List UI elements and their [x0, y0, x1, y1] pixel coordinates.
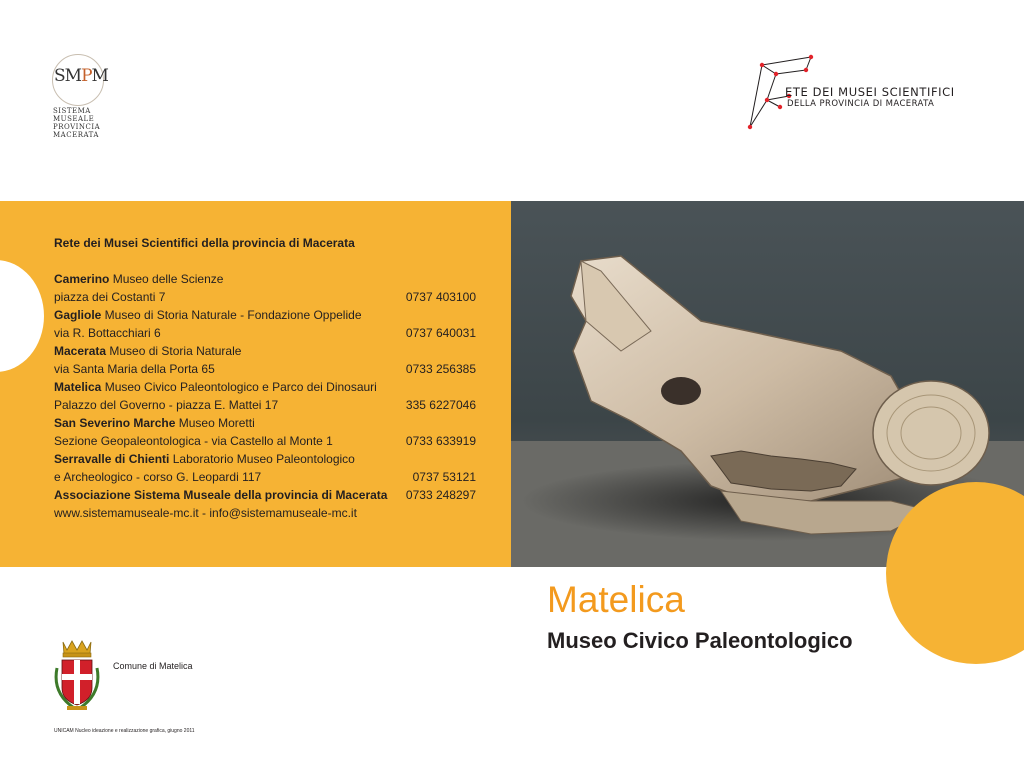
museum-entry-phone: 0733 248297 — [405, 488, 476, 502]
museum-entry-phone: 0737 640031 — [405, 326, 476, 340]
museum-entry-name: Camerino — [54, 272, 110, 286]
museum-entry-detail: piazza dei Costanti 7 — [54, 290, 166, 304]
museum-entry-detail: Museo Civico Paleontologico e Parco dei Dinosauri — [101, 380, 377, 394]
museum-entry-text — [54, 324, 161, 342]
museum-entry-row — [54, 342, 476, 360]
museum-entry-text — [54, 486, 387, 504]
rete-musei-logo — [745, 52, 985, 132]
page-subtitle: Museo Civico Paleontologico — [547, 628, 853, 653]
decorative-circle — [0, 260, 44, 372]
museum-entry-row — [54, 324, 476, 342]
museum-entry-row — [54, 396, 476, 414]
museum-entry-row — [54, 432, 476, 450]
museum-entry-detail: via R. Bottacchiari 6 — [54, 326, 161, 340]
museum-entry-detail: Palazzo del Governo - piazza E. Mattei 17 — [54, 398, 279, 412]
museum-entry-detail: via Santa Maria della Porta 65 — [54, 362, 215, 376]
museum-entry-name: San Severino Marche — [54, 416, 176, 430]
museum-entry-phone: 0733 256385 — [405, 362, 476, 376]
museum-entry-row — [54, 360, 476, 378]
museum-entry-text — [54, 504, 357, 522]
rete-logo-title: ETE DEI MUSEI SCIENTIFICI — [785, 85, 955, 99]
museum-entry-text — [54, 396, 278, 414]
museum-entry-text — [54, 414, 255, 432]
museum-entry-name: Serravalle di Chienti — [54, 452, 170, 466]
museum-entry-text — [54, 342, 241, 360]
museum-entry-detail: Museo Moretti — [175, 416, 255, 430]
comune-label: Comune di Matelica — [113, 661, 193, 671]
museum-entry-row — [54, 270, 476, 288]
page-title: Matelica — [547, 579, 685, 620]
museum-entry-text — [54, 270, 223, 288]
rete-logo-subtitle: DELLA PROVINCIA DI MACERATA — [787, 99, 935, 109]
museum-entry-row — [54, 378, 476, 396]
museum-entry-name: Matelica — [54, 380, 102, 394]
museum-entry-detail: Sezione Geopaleontologica - via Castello al Monte 1 — [54, 434, 333, 448]
credit-line: UNICAM Nucleo ideazione e realizzazione grafica, giugno 2011 — [54, 728, 195, 734]
museum-entry-detail: e Archeologico - corso G. Leopardi 117 — [54, 470, 262, 484]
museum-entry-text — [54, 450, 355, 468]
museum-entry-phone: 0737 403100 — [405, 290, 476, 304]
museum-entry-detail: Museo di Storia Naturale - Fondazione Oppelide — [101, 308, 362, 322]
sistema-museale-logo — [50, 52, 114, 144]
museum-network-panel — [0, 201, 511, 567]
museum-entry-detail: www.sistemamuseale-mc.it - info@sistemamuseale-mc.it — [54, 506, 357, 520]
museum-entry-name: Associazione Sistema Museale della provincia di Macerata — [54, 488, 388, 502]
museum-entry-name: Gagliole — [54, 308, 102, 322]
museum-entry-text — [54, 360, 215, 378]
museum-entry-text — [54, 306, 362, 324]
museum-entry-text — [54, 432, 333, 450]
museum-list — [54, 234, 476, 522]
museum-entry-name: Macerata — [54, 344, 107, 358]
museum-entry-row — [54, 414, 476, 432]
logo-monogram: SMPM — [54, 66, 108, 86]
logo-wordmark: SISTEMA MUSEALE PROVINCIA MACERATA — [53, 107, 101, 139]
museum-entry-detail: Museo di Storia Naturale — [106, 344, 242, 358]
museum-entry-phone: 335 6227046 — [405, 398, 476, 412]
museum-entry-row — [54, 306, 476, 324]
museum-entry-detail: Laboratorio Museo Paleontologico — [169, 452, 355, 466]
museum-entry-row — [54, 504, 476, 522]
museum-entry-row — [54, 288, 476, 306]
museum-entry-row — [54, 486, 476, 504]
museum-entry-detail: Museo delle Scienze — [109, 272, 224, 286]
museum-entry-row — [54, 468, 476, 486]
coat-of-arms-icon — [52, 638, 102, 714]
panel-heading: Rete dei Musei Scientifici della provincia di Macerata — [54, 236, 355, 250]
museum-entry-text — [54, 288, 165, 306]
museum-entry-phone: 0737 53121 — [412, 470, 476, 484]
museum-entry-text — [54, 378, 377, 396]
museum-entry-phone: 0733 633919 — [405, 434, 476, 448]
museum-entry-text — [54, 468, 261, 486]
museum-entry-row — [54, 450, 476, 468]
